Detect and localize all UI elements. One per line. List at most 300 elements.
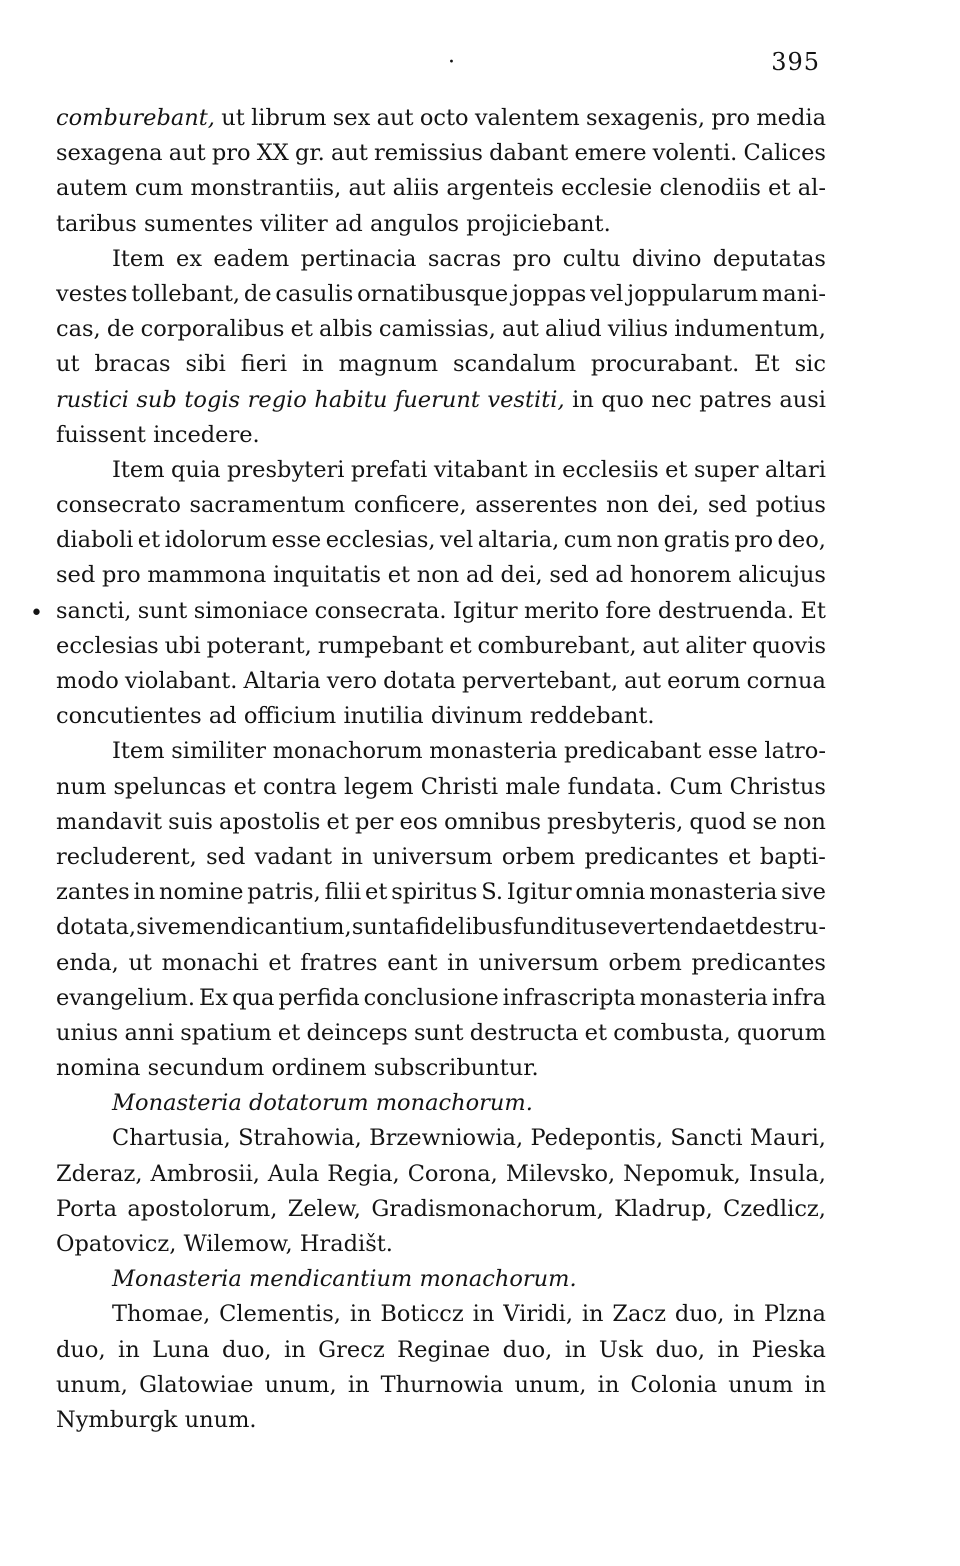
word: duo, xyxy=(502,1336,553,1363)
word: Luna xyxy=(152,1336,210,1363)
word: male xyxy=(505,773,561,800)
word: clenodiis xyxy=(659,175,761,202)
italic-word: habitu xyxy=(314,386,388,413)
word: quovis xyxy=(752,632,826,659)
word: vero xyxy=(326,668,378,694)
word: pervertebant, xyxy=(462,668,619,694)
text-line xyxy=(56,523,826,558)
word: pro xyxy=(512,245,552,272)
word: idolorum xyxy=(164,527,268,554)
word: presbyteri xyxy=(227,456,345,483)
word: nomina xyxy=(56,1055,141,1082)
word: patres xyxy=(699,386,772,413)
word: Porta xyxy=(56,1195,117,1222)
word: librum xyxy=(251,105,327,131)
word: Item xyxy=(112,456,165,483)
word: recluderent, xyxy=(56,843,197,870)
word: predicantes xyxy=(691,949,826,976)
text-line xyxy=(56,383,826,418)
word: Regia, xyxy=(327,1160,400,1187)
word: in xyxy=(804,1371,826,1398)
text-line xyxy=(56,981,826,1016)
word: Kladrup, xyxy=(614,1195,713,1222)
word: sibi xyxy=(185,351,226,378)
word: apostolorum, xyxy=(127,1195,278,1222)
word: vel xyxy=(440,527,474,554)
italic-word: togis xyxy=(184,386,241,413)
word: Glatowiae xyxy=(139,1371,254,1398)
word: Pedepontis, xyxy=(530,1125,664,1152)
word: unum xyxy=(728,1371,794,1398)
word: simoniace xyxy=(193,597,309,624)
word: Grecz xyxy=(318,1336,385,1363)
word: unum. xyxy=(184,1406,257,1433)
text-line xyxy=(56,1227,826,1262)
word: in xyxy=(284,1336,306,1363)
word: mani- xyxy=(761,280,826,307)
word: patris, xyxy=(247,879,321,906)
word: in xyxy=(118,1336,140,1363)
word: sancti, xyxy=(56,597,132,624)
word: violabant. xyxy=(124,668,238,694)
italic-word: Monasteria xyxy=(112,1266,242,1293)
text-line xyxy=(56,488,826,523)
word: num xyxy=(56,773,107,800)
text-line xyxy=(56,1051,826,1086)
text-line xyxy=(56,875,826,910)
word: omnibus xyxy=(444,808,542,835)
word: ecclesie xyxy=(561,175,653,202)
word: contra xyxy=(263,773,337,800)
word: al- xyxy=(797,175,826,202)
word: predicantes xyxy=(584,843,719,870)
word: duo, xyxy=(655,1336,706,1363)
text-line xyxy=(56,171,826,206)
text-line xyxy=(56,101,826,136)
word: sed xyxy=(56,562,96,589)
word: in xyxy=(717,1336,740,1363)
word: et xyxy=(728,843,751,870)
word: destructa xyxy=(469,1019,579,1046)
body-text xyxy=(56,101,826,1438)
word: quia xyxy=(171,456,221,483)
word: spiritus xyxy=(391,879,478,906)
word: monachorum xyxy=(272,738,423,765)
word: et xyxy=(268,949,291,976)
text-line xyxy=(56,418,826,453)
word: Usk xyxy=(598,1336,644,1363)
word: dotata, xyxy=(56,914,137,941)
word: Altaria xyxy=(243,668,321,694)
word: de xyxy=(243,280,272,307)
word: in xyxy=(581,1301,604,1328)
word: sacras xyxy=(427,245,502,272)
word: albis xyxy=(319,316,373,343)
word: in xyxy=(447,949,469,976)
word: ut xyxy=(221,105,245,131)
word: tollebant, xyxy=(131,280,241,307)
word: Viridi, xyxy=(503,1301,573,1328)
word: cornua xyxy=(746,668,826,694)
word: sic xyxy=(794,351,826,378)
word: per xyxy=(354,808,394,835)
word: et xyxy=(449,632,472,659)
word: aliter xyxy=(685,632,747,659)
word: monasteria xyxy=(649,879,778,906)
word: sex xyxy=(332,105,371,131)
word: ecclesias, xyxy=(325,527,436,554)
word: pro xyxy=(734,527,774,554)
word: duo, xyxy=(56,1336,106,1363)
word: Sancti xyxy=(670,1125,743,1152)
word: angulos xyxy=(369,210,460,237)
word: in xyxy=(534,456,556,483)
word: nec xyxy=(651,386,692,413)
text-line xyxy=(56,1333,826,1368)
word: corporalibus xyxy=(140,316,285,343)
word: similiter xyxy=(171,738,266,765)
word: camissias, xyxy=(378,316,496,343)
word: inutilia xyxy=(343,703,424,730)
word: qua xyxy=(232,984,275,1011)
word: comburebant, xyxy=(477,632,637,659)
word: Christus xyxy=(729,773,826,800)
word: zantes xyxy=(56,879,130,906)
text-line xyxy=(56,312,826,347)
word: sumentes xyxy=(144,210,254,237)
word: fratres xyxy=(300,949,378,976)
word: speluncas xyxy=(113,773,227,800)
word: Thomae, xyxy=(112,1301,211,1328)
word: Insula, xyxy=(748,1160,826,1187)
word: latro- xyxy=(764,738,826,765)
word: Opatovicz, xyxy=(56,1231,177,1257)
word: Reginae xyxy=(397,1336,491,1363)
text-line xyxy=(56,1192,826,1227)
word: gr. xyxy=(294,140,325,167)
word: mammona xyxy=(147,562,267,589)
word: et xyxy=(326,808,349,835)
word: sive xyxy=(136,914,181,941)
word: argenteis xyxy=(446,175,554,202)
text-line xyxy=(56,840,826,875)
text-line xyxy=(56,1157,826,1192)
word: se xyxy=(752,808,778,835)
word: Chartusia, xyxy=(112,1125,231,1152)
word: eadem xyxy=(213,245,290,272)
word: in xyxy=(597,1371,620,1398)
word: indumentum, xyxy=(674,316,826,343)
word: fidelibus xyxy=(415,914,513,941)
italic-word: monachorum. xyxy=(375,1090,533,1117)
word: media xyxy=(756,105,826,131)
word: sed xyxy=(707,492,748,519)
word: Zderaz, xyxy=(56,1160,143,1187)
word: in xyxy=(347,1371,370,1398)
word: conficere, xyxy=(353,492,467,519)
word: in xyxy=(572,386,594,413)
word: volenti. xyxy=(652,140,738,167)
word: subscribuntur. xyxy=(373,1055,539,1082)
word: ordinem xyxy=(271,1055,367,1082)
text-line xyxy=(56,1368,826,1403)
word: ornatibusque xyxy=(357,280,509,307)
word: Czedlicz, xyxy=(723,1195,826,1222)
word: ubi xyxy=(164,632,201,659)
word: monachi xyxy=(161,949,259,976)
word: duo, xyxy=(221,1336,272,1363)
word: XX xyxy=(256,140,289,167)
word: Item xyxy=(112,245,165,272)
word: et xyxy=(137,527,161,554)
word: taribus xyxy=(56,210,137,237)
word: eorum xyxy=(667,668,741,694)
word: Wilemow, xyxy=(183,1231,293,1257)
word: in xyxy=(302,351,324,378)
word: dei, xyxy=(657,492,700,519)
word: consecrata. xyxy=(314,597,447,624)
word: aut xyxy=(168,140,206,167)
word: valentem xyxy=(474,105,580,131)
word: spatium xyxy=(180,1019,272,1046)
word: Igitur xyxy=(506,879,572,906)
word: merito xyxy=(524,597,600,624)
word: ausi xyxy=(779,386,826,413)
word: emere xyxy=(574,140,647,167)
word: omnia xyxy=(575,879,646,906)
word: Thurnowia xyxy=(380,1371,504,1398)
word: ad xyxy=(334,210,363,237)
word: Pieska xyxy=(751,1336,826,1363)
italic-word: comburebant, xyxy=(56,105,215,131)
text-line xyxy=(56,347,826,382)
word: Et xyxy=(754,351,780,378)
text-line xyxy=(56,629,826,664)
italic-word: mendicantium xyxy=(248,1266,413,1293)
word: Cum xyxy=(669,773,723,800)
word: non xyxy=(416,562,460,589)
text-line xyxy=(56,207,826,242)
word: sacramentum xyxy=(189,492,346,519)
text-line xyxy=(56,1016,826,1051)
word: alicujus xyxy=(738,562,826,589)
word: poterant, xyxy=(206,632,312,659)
word: joppas xyxy=(512,280,587,307)
word: altaria, xyxy=(477,527,560,554)
word: officium xyxy=(243,703,337,730)
page-number: 395 xyxy=(771,48,820,76)
word: super xyxy=(693,456,759,483)
word: aut xyxy=(501,316,539,343)
word: orbem xyxy=(501,843,576,870)
word: infrascripta xyxy=(502,984,636,1011)
word: et xyxy=(722,914,745,941)
word: perfida xyxy=(278,984,360,1011)
word: ut xyxy=(128,949,152,976)
text-line xyxy=(56,946,826,981)
text-line xyxy=(56,1403,826,1438)
word: viliter xyxy=(260,210,328,237)
text-line xyxy=(56,805,826,840)
word: altari xyxy=(764,456,826,483)
word: modo xyxy=(56,668,119,694)
word: octo xyxy=(419,105,469,131)
word: pertinacia xyxy=(300,245,417,272)
word: filii xyxy=(324,879,362,906)
word: apostolis xyxy=(218,808,321,835)
word: Boticcz xyxy=(380,1301,464,1328)
word: duo, xyxy=(674,1301,725,1328)
word: combusta, xyxy=(613,1019,731,1046)
ink-speck: · xyxy=(448,50,455,75)
text-line xyxy=(56,770,826,805)
word: Plzna xyxy=(763,1301,826,1328)
word: orbem xyxy=(608,949,682,976)
word: sed xyxy=(549,562,589,589)
word: et xyxy=(665,456,688,483)
word: bracas xyxy=(94,351,171,378)
word: Zelew, xyxy=(287,1195,361,1222)
word: eant xyxy=(387,949,438,976)
word: cum xyxy=(134,175,184,202)
word: sexagenis, xyxy=(585,105,706,131)
word: Mauri, xyxy=(749,1125,826,1152)
word: dotata xyxy=(383,668,456,694)
word: ad xyxy=(208,703,237,730)
word: Milevsko, xyxy=(505,1160,616,1187)
word: rumpebant xyxy=(317,632,444,659)
word: autem xyxy=(56,175,128,202)
word: ex xyxy=(176,245,203,272)
word: aliud xyxy=(544,316,602,343)
word: Nepomuk, xyxy=(623,1160,741,1187)
word: ad xyxy=(595,562,624,589)
word: Corona, xyxy=(407,1160,498,1187)
word: scandalum xyxy=(453,351,576,378)
word: gratis xyxy=(663,527,730,554)
word: in xyxy=(564,1336,587,1363)
word: fore xyxy=(605,597,652,624)
word: divino xyxy=(631,245,702,272)
italic-word: vestiti, xyxy=(487,386,565,413)
word: et xyxy=(290,316,313,343)
word: procurabant. xyxy=(590,351,740,378)
word: inquitatis xyxy=(272,562,381,589)
word: cum xyxy=(563,527,613,554)
word: ad xyxy=(466,562,494,589)
word: Nymburgk xyxy=(56,1406,178,1433)
word: dabant xyxy=(489,140,569,167)
word: ecclesiis xyxy=(562,456,659,483)
word: in xyxy=(133,879,156,906)
text-line xyxy=(56,1262,826,1297)
word: Colonia xyxy=(630,1371,718,1398)
word: bapti- xyxy=(759,843,826,870)
word: casulis xyxy=(275,280,354,307)
word: asserentes xyxy=(475,492,598,519)
word: sed xyxy=(206,843,246,870)
word: Ambrosii, xyxy=(150,1160,260,1187)
word: ut xyxy=(56,351,80,378)
word: anni xyxy=(124,1019,175,1046)
word: fundata. xyxy=(567,773,663,800)
word: Christi xyxy=(420,773,499,800)
text-line xyxy=(56,453,826,488)
word: vel xyxy=(590,280,624,307)
word: funditus xyxy=(513,914,608,941)
text-line xyxy=(56,1297,826,1332)
word: mendicantium, xyxy=(181,914,352,941)
word: divinum xyxy=(430,703,523,730)
word: in xyxy=(341,843,364,870)
word: diaboli xyxy=(56,527,134,554)
word: destruenda. xyxy=(657,597,795,624)
word: conclusione xyxy=(363,984,499,1011)
word: sunt xyxy=(413,1019,464,1046)
word: projiciebant. xyxy=(466,210,611,237)
word: pro xyxy=(711,105,751,131)
word: evangelium. xyxy=(56,984,196,1011)
word: secundum xyxy=(147,1055,265,1082)
word: vadant xyxy=(254,843,333,870)
italic-word: rustici xyxy=(56,386,129,413)
word: infra xyxy=(771,984,826,1011)
word: suis xyxy=(168,808,213,835)
word: quo xyxy=(601,386,644,413)
word: remissius xyxy=(374,140,483,167)
word: aut xyxy=(376,105,414,131)
word: universum xyxy=(372,843,493,870)
word: magnum xyxy=(338,351,439,378)
italic-word: monachorum. xyxy=(419,1266,577,1293)
word: honorem xyxy=(629,562,732,589)
word: reddebant. xyxy=(529,703,655,730)
word: vestes xyxy=(56,280,128,307)
word: Strahowia, xyxy=(238,1125,362,1152)
text-line xyxy=(56,594,826,629)
word: monasteria xyxy=(639,984,768,1011)
text-line xyxy=(56,664,826,699)
text-line xyxy=(56,136,826,171)
word: incedere. xyxy=(153,421,260,448)
word: et xyxy=(365,879,388,906)
word: dei, xyxy=(500,562,543,589)
word: unum, xyxy=(514,1371,587,1398)
text-line xyxy=(56,242,826,277)
word: aut xyxy=(348,175,386,202)
word: universum xyxy=(478,949,599,976)
word: Item xyxy=(112,738,165,765)
word: esse xyxy=(271,527,322,554)
word: destru- xyxy=(744,914,826,941)
word: quod xyxy=(689,808,747,835)
word: in xyxy=(733,1301,755,1328)
italic-word: regio xyxy=(247,386,307,413)
word: aut xyxy=(624,668,662,694)
text-line xyxy=(56,558,826,593)
text-line xyxy=(56,699,826,734)
word: pro xyxy=(211,140,251,167)
word: sexagena xyxy=(56,140,163,167)
word: nomine xyxy=(159,879,244,906)
word: unum, xyxy=(264,1371,337,1398)
word: esse xyxy=(708,738,758,765)
word: monstrantiis, xyxy=(190,175,342,202)
word: pro xyxy=(101,562,141,589)
word: deinceps xyxy=(306,1019,408,1046)
word: aliis xyxy=(392,175,440,202)
italic-word: sub xyxy=(136,386,177,413)
